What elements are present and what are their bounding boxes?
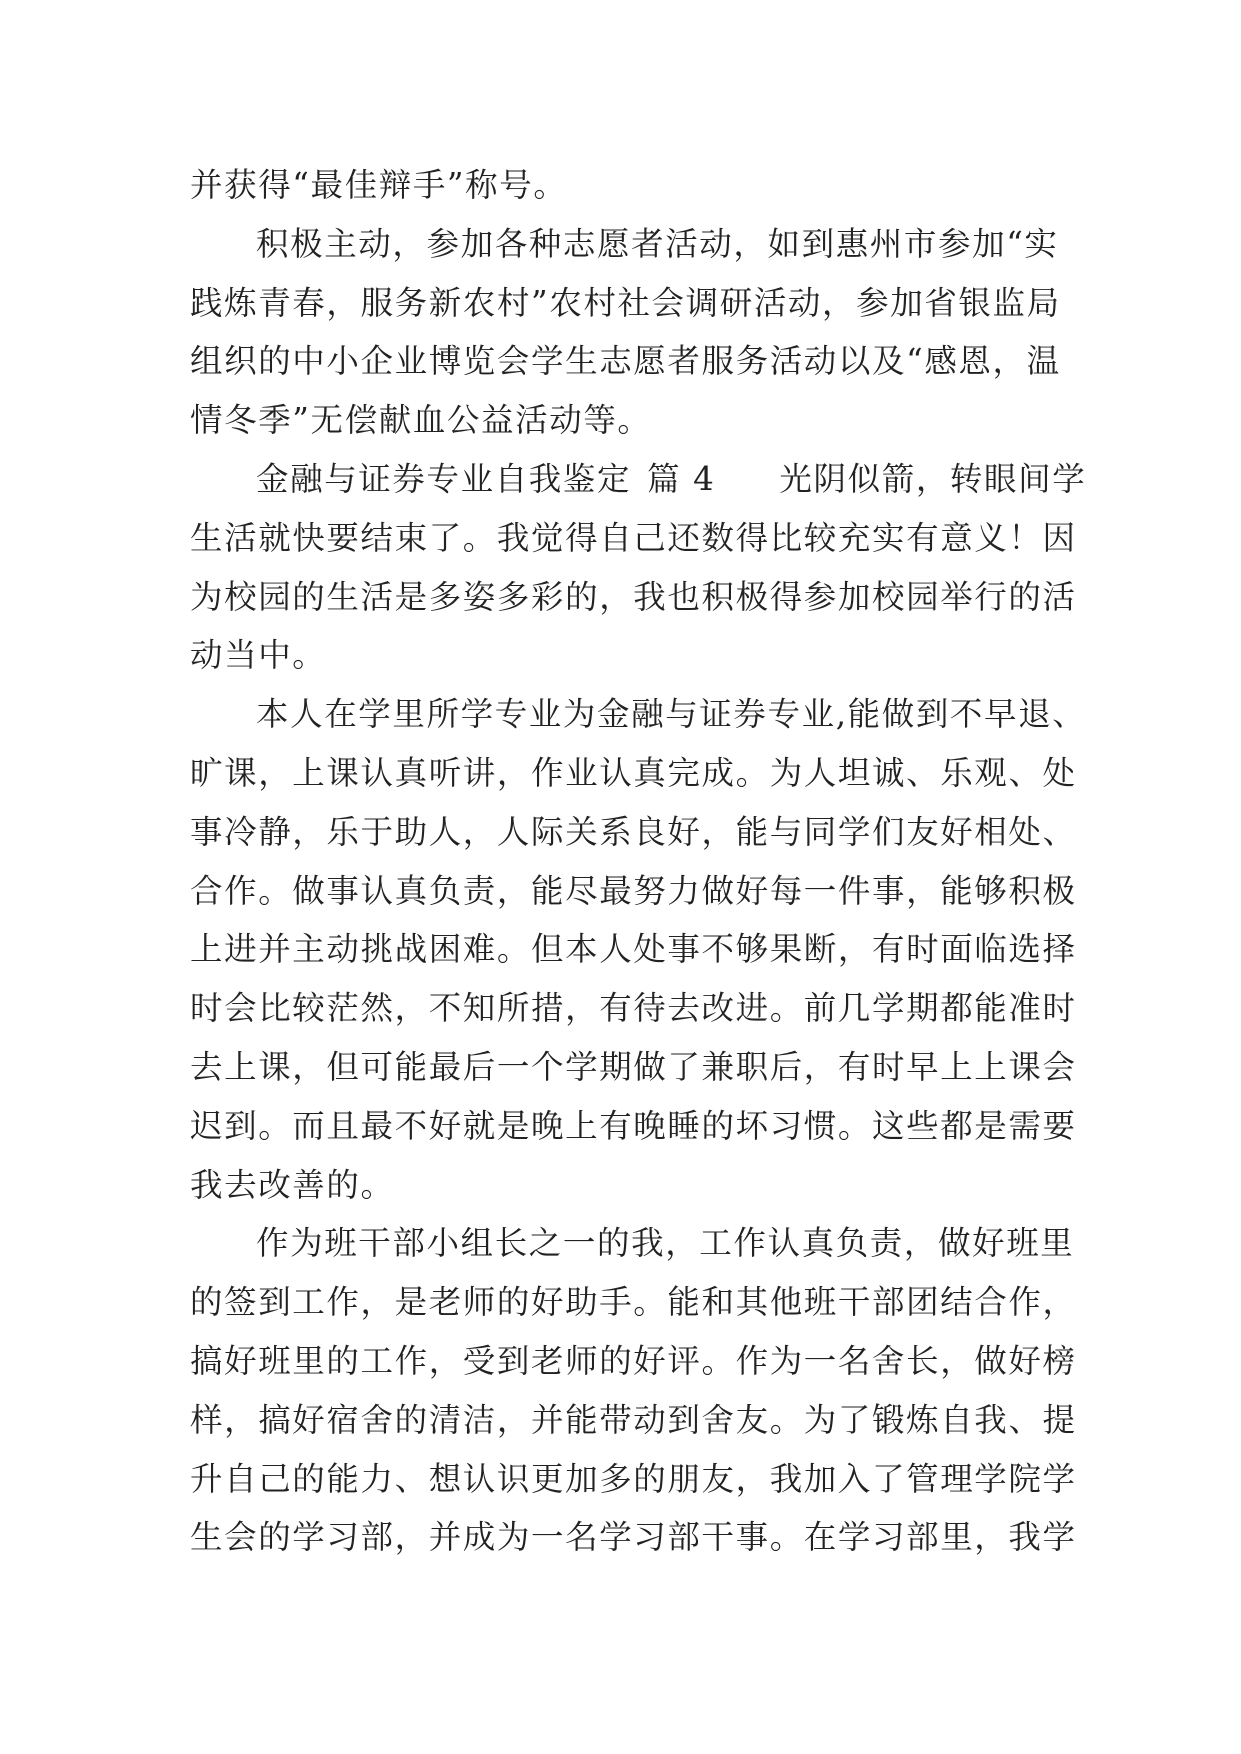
text-line: 积极主动，参加各种志愿者活动，如到惠州市参加“实 [256,224,1059,263]
text-line: 上进并主动挑战困难。但本人处事不够果断，有时面临选择 [190,930,1077,969]
text-line: 我去改善的。 [190,1165,395,1204]
text-line: 旷课，上课认真听讲，作业认真完成。为人坦诚、乐观、处 [190,753,1077,792]
text-line: 为校园的生活是多姿多彩的，我也积极得参加校园举行的活 [190,577,1077,616]
text-line: 光阴似箭，转眼间学 [779,459,1087,498]
section-heading-line [190,450,1087,509]
text-line: 动当中。 [190,636,327,675]
text-line: 情冬季”无偿献血公益活动等。 [190,401,652,440]
text-line: 并获得“最佳辩手”称号。 [190,166,568,204]
text-line: 升自己的能力、想认识更加多的朋友，我加入了管理学院学 [190,1459,1077,1498]
text-line: 合作。做事认真负责，能尽最努力做好每一件事，能够积极 [190,871,1077,910]
text-line: 践炼青春，服务新农村”农村社会调研活动，参加省银监局 [190,283,1061,322]
section-number: 篇 4 [647,459,716,498]
text-line: 事冷静，乐于助人，人际关系良好，能与同学们友好相处、 [190,812,1077,851]
text-line: 本人在学里所学专业为金融与证券专业,能做到不早退、 [256,695,1087,734]
text-line: 作为班干部小组长之一的我，工作认真负责，做好班里 [256,1224,1075,1263]
section-title: 金融与证券专业自我鉴定 [256,459,632,498]
text-line: 组织的中小企业博览会学生志愿者服务活动以及“感恩，温 [190,342,1061,381]
text-line: 生活就快要结束了。我觉得自己还数得比较充实有意义！因 [190,518,1077,557]
text-line: 去上课，但可能最后一个学期做了兼职后，有时早上上课会 [190,1047,1077,1086]
text-line: 搞好班里的工作，受到老师的好评。作为一名舍长，做好榜 [190,1341,1077,1380]
text-line: 的签到工作，是老师的好助手。能和其他班干部团结合作， [190,1283,1077,1322]
text-line: 迟到。而且最不好就是晚上有晚睡的坏习惯。这些都是需要 [190,1106,1077,1145]
text-line: 生会的学习部，并成为一名学习部干事。在学习部里，我学 [190,1518,1077,1557]
text-line: 时会比较茫然，不知所措，有待去改进。前几学期都能准时 [190,989,1077,1028]
document-body [190,156,1087,1567]
text-line: 样，搞好宿舍的清洁，并能带动到舍友。为了锻炼自我、提 [190,1400,1077,1439]
